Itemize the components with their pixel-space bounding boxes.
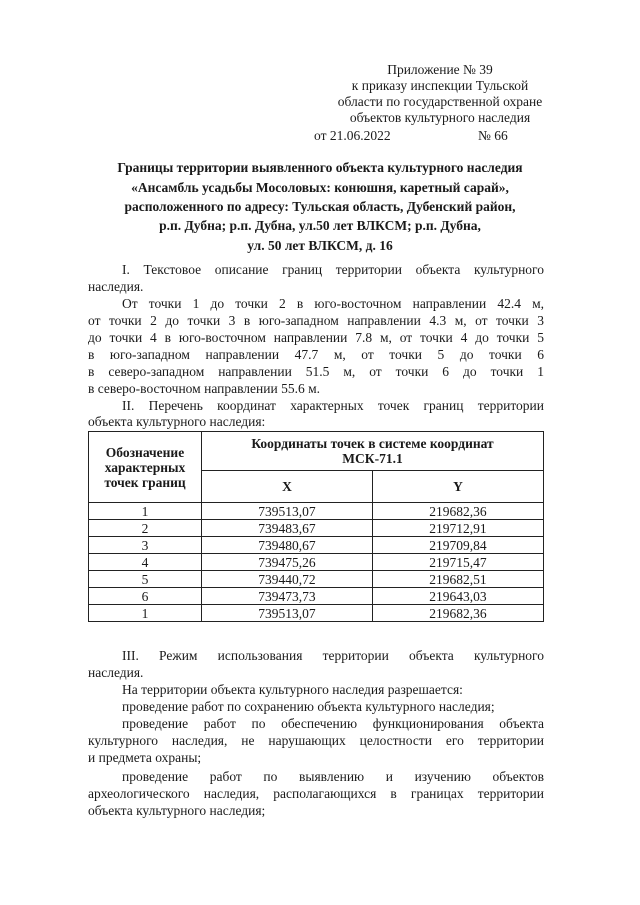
table-row bbox=[89, 554, 544, 571]
y-cell: 219682,51 bbox=[372, 571, 543, 588]
header-coordinates-line-1: Координаты точек в системе координат bbox=[251, 435, 494, 451]
title-line-5: ул. 50 лет ВЛКСМ, д. 16 bbox=[247, 238, 393, 253]
section2-heading-cont: объекта культурного наследия: bbox=[88, 414, 266, 429]
section3-text-6: проведение работ по выявлению и изучению объектов bbox=[122, 769, 544, 784]
section1-text-6: в северо-восточном направлении 55.6 м. bbox=[88, 381, 320, 396]
header-y: Y bbox=[372, 470, 543, 502]
y-cell: 219712,91 bbox=[372, 520, 543, 537]
header-x: X bbox=[202, 470, 373, 502]
table-row bbox=[89, 503, 544, 520]
point-cell: 1 bbox=[89, 503, 202, 520]
appendix-date: от 21.06.2022 bbox=[314, 128, 391, 143]
x-cell: 739513,07 bbox=[202, 605, 373, 622]
table-row bbox=[89, 605, 544, 622]
section3-heading: III. Режим использования территории объекта культурного bbox=[122, 648, 544, 663]
section1-text-3: до точки 4 в юго-восточном направлении 7.8 м, от точки 4 до точки 5 bbox=[88, 330, 544, 345]
table-row bbox=[89, 537, 544, 554]
section1-text-1: От точки 1 до точки 2 в юго-восточном направлении 42.4 м, bbox=[122, 296, 544, 311]
x-cell: 739513,07 bbox=[202, 503, 373, 520]
x-cell: 739475,26 bbox=[202, 554, 373, 571]
appendix-authority-line: области по государственной охране bbox=[337, 94, 543, 109]
title-line-3: расположенного по адресу: Тульская область, Дубенский район, bbox=[124, 199, 516, 214]
section3-text-2: проведение работ по сохранению объекта культурного наследия; bbox=[122, 699, 495, 714]
point-cell: 6 bbox=[89, 588, 202, 605]
title-line-1: Границы территории выявленного объекта культурного наследия bbox=[117, 160, 523, 175]
x-cell: 739480,67 bbox=[202, 537, 373, 554]
header-coordinates-line-2: МСК-71.1 bbox=[342, 450, 403, 466]
appendix-heritage-line: объектов культурного наследия bbox=[349, 110, 531, 125]
y-cell: 219715,47 bbox=[372, 554, 543, 571]
x-cell: 739483,67 bbox=[202, 520, 373, 537]
coordinates-table bbox=[88, 431, 544, 622]
title-line-2: «Ансамбль усадьбы Мосоловых: конюшня, каретный сарай», bbox=[131, 180, 509, 195]
point-cell: 2 bbox=[89, 520, 202, 537]
section1-text-5: в северо-западном направлении 51.5 м, от точки 6 до точки 1 bbox=[88, 364, 544, 379]
title-line-4: р.п. Дубна; р.п. Дубна, ул.50 лет ВЛКСМ; р.п. Дубна, bbox=[159, 218, 481, 233]
section3-text-1: На территории объекта культурного наследия разрешается: bbox=[122, 682, 463, 697]
y-cell: 219643,03 bbox=[372, 588, 543, 605]
section1-text-2: от точки 2 до точки 3 в юго-западном направлении 4.3 м, от точки 3 bbox=[88, 313, 544, 328]
point-cell: 4 bbox=[89, 554, 202, 571]
header-point-designation: Обозначение характерных точек границ bbox=[89, 432, 202, 503]
x-cell: 739473,73 bbox=[202, 588, 373, 605]
y-cell: 219709,84 bbox=[372, 537, 543, 554]
section1-heading: I. Текстовое описание границ территории объекта культурного bbox=[122, 262, 544, 277]
appendix-order-number: № 66 bbox=[478, 128, 508, 143]
point-cell: 5 bbox=[89, 571, 202, 588]
y-cell: 219682,36 bbox=[372, 605, 543, 622]
section2-heading: II. Перечень координат характерных точек границ территории bbox=[122, 398, 544, 413]
section3-text-7: археологического наследия, располагающихся в границах территории bbox=[88, 786, 544, 801]
appendix-order-line: к приказу инспекции Тульской bbox=[351, 78, 529, 93]
section1-heading-cont: наследия. bbox=[88, 279, 144, 294]
section1-text-4: в юго-западном направлении 47.7 м, от точки 5 до точки 6 bbox=[88, 347, 544, 362]
section3-text-5: и предмета охраны; bbox=[88, 750, 202, 765]
section3-text-4: культурного наследия, не нарушающих целостности его территории bbox=[88, 733, 544, 748]
section3-text-3: проведение работ по обеспечению функционирования объекта bbox=[122, 716, 544, 731]
table-row bbox=[89, 588, 544, 605]
section3-heading-cont: наследия. bbox=[88, 665, 144, 680]
x-cell: 739440,72 bbox=[202, 571, 373, 588]
table-row bbox=[89, 571, 544, 588]
table-row bbox=[89, 520, 544, 537]
section3-text-8: объекта культурного наследия; bbox=[88, 803, 266, 818]
point-cell: 3 bbox=[89, 537, 202, 554]
point-cell: 1 bbox=[89, 605, 202, 622]
appendix-number: Приложение № 39 bbox=[387, 62, 493, 77]
y-cell: 219682,36 bbox=[372, 503, 543, 520]
header-coordinates bbox=[202, 432, 544, 471]
